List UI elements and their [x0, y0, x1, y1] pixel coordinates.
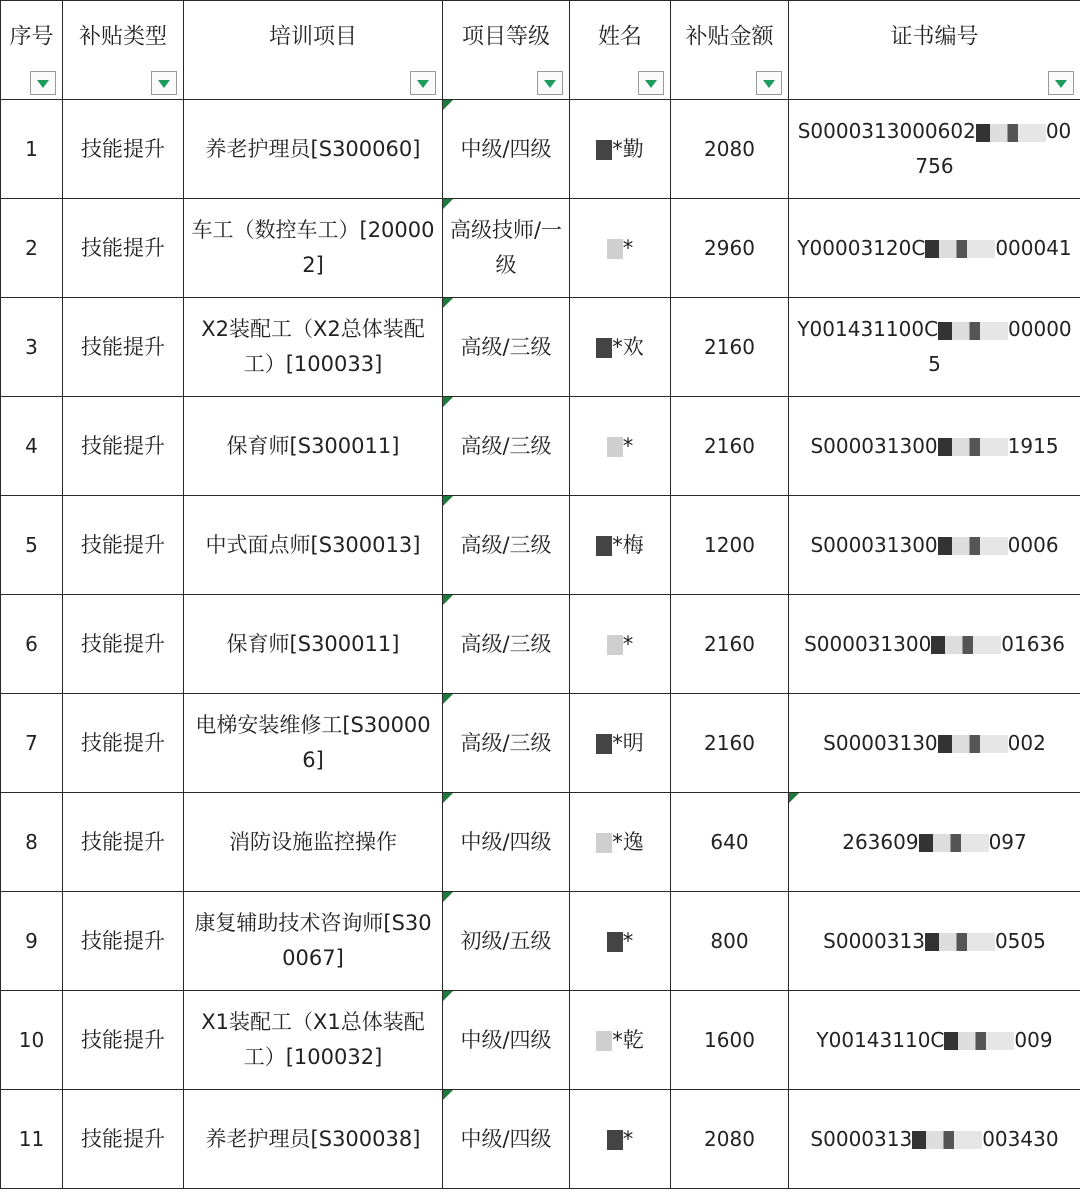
cert-suffix: 0006 [1007, 532, 1059, 557]
cell-level[interactable] [443, 298, 570, 397]
cell-amount[interactable] [671, 595, 789, 694]
cert-suffix: 002 [1007, 730, 1046, 755]
cell-project-text: 养老护理员[S300060] [205, 136, 421, 161]
cert-prefix: S000031300 [810, 532, 938, 557]
cert-prefix: 263609 [842, 829, 919, 854]
redaction-mask [596, 833, 612, 853]
cell-seq-text: 9 [25, 928, 38, 953]
cert-suffix: 003430 [982, 1126, 1059, 1151]
cell-type[interactable] [63, 397, 184, 496]
header-type [63, 1, 184, 100]
cell-project[interactable] [184, 1090, 443, 1189]
header-label: 序号 [9, 24, 54, 50]
cell-cert[interactable] [789, 1090, 1080, 1189]
cell-level-text: 中级/四级 [460, 1126, 552, 1151]
redaction-mask [976, 124, 1046, 142]
cell-seq[interactable] [1, 298, 63, 397]
cert-suffix: 01636 [1001, 631, 1065, 656]
cert-prefix: Y001431100C [797, 317, 939, 341]
cell-name[interactable] [570, 199, 671, 298]
cell-type-text: 技能提升 [81, 730, 165, 755]
cell-amount[interactable] [671, 496, 789, 595]
name-text: *逸 [612, 829, 644, 854]
cell-name[interactable] [570, 1090, 671, 1189]
name-text: * [622, 928, 634, 953]
redaction-mask [607, 1130, 623, 1150]
filter-dropdown-icon[interactable] [638, 71, 664, 95]
cell-type[interactable] [63, 793, 184, 892]
header-name [570, 1, 671, 100]
cell-project[interactable] [184, 694, 443, 793]
cell-name[interactable] [570, 694, 671, 793]
redaction-mask [931, 636, 1001, 654]
cell-amount[interactable] [671, 199, 789, 298]
header-label: 证书编号 [890, 24, 979, 50]
cell-project[interactable] [184, 793, 443, 892]
cell-seq-text: 10 [18, 1027, 45, 1052]
cell-name[interactable] [570, 991, 671, 1090]
cell-project-text: 中式面点师[S300013] [205, 532, 421, 557]
header-seq [1, 1, 63, 100]
cell-amount-text: 2160 [704, 730, 755, 755]
table-row [1, 694, 1080, 793]
cell-amount-text: 1600 [704, 1027, 755, 1052]
cell-name[interactable] [570, 892, 671, 991]
cell-seq[interactable] [1, 892, 63, 991]
name-text: *梅 [612, 532, 644, 557]
cert-suffix: 0505 [994, 928, 1046, 953]
cell-name[interactable] [570, 793, 671, 892]
cell-name[interactable] [570, 397, 671, 496]
cell-cert[interactable] [789, 694, 1080, 793]
redaction-mask [607, 239, 623, 259]
cell-cert[interactable] [789, 397, 1080, 496]
cell-type-text: 技能提升 [81, 136, 165, 161]
cert-suffix: 009 [1014, 1027, 1053, 1052]
cell-level-text: 高级/三级 [460, 334, 552, 359]
cell-cert[interactable] [789, 100, 1080, 199]
name-text: * [622, 433, 634, 458]
table-row [1, 991, 1080, 1090]
cell-seq[interactable] [1, 694, 63, 793]
header-label: 培训项目 [268, 24, 357, 50]
cell-seq[interactable] [1, 991, 63, 1090]
cell-type[interactable] [63, 1090, 184, 1189]
cell-type-text: 技能提升 [81, 532, 165, 557]
cert-prefix: S0000313000602 [797, 119, 976, 143]
cell-seq-text: 2 [25, 235, 38, 260]
cert-prefix: S00003130 [823, 730, 938, 755]
table-row [1, 595, 1080, 694]
table-row [1, 1090, 1080, 1189]
cell-cert[interactable] [789, 199, 1080, 298]
cell-amount-text: 2080 [704, 136, 755, 161]
cell-type-text: 技能提升 [81, 235, 165, 260]
cert-prefix: S000031300 [810, 433, 938, 458]
cell-seq-text: 5 [25, 532, 38, 557]
cell-level-text: 高级/三级 [460, 433, 552, 458]
cell-amount[interactable] [671, 1090, 789, 1189]
table-row [1, 496, 1080, 595]
cell-amount-text: 800 [710, 928, 749, 953]
cell-seq[interactable] [1, 1090, 63, 1189]
cell-seq[interactable] [1, 595, 63, 694]
cell-type-text: 技能提升 [81, 631, 165, 656]
cell-type[interactable] [63, 595, 184, 694]
table-row [1, 298, 1080, 397]
cell-amount[interactable] [671, 298, 789, 397]
cell-amount-text: 640 [710, 829, 749, 854]
cell-type-text: 技能提升 [81, 829, 165, 854]
header-row [1, 1, 1080, 100]
redaction-mask [925, 240, 995, 258]
cell-name[interactable] [570, 100, 671, 199]
cell-project[interactable] [184, 991, 443, 1090]
table-row [1, 892, 1080, 991]
redaction-mask [596, 734, 612, 754]
filter-dropdown-icon[interactable] [756, 71, 782, 95]
cell-amount-text: 2080 [704, 1126, 755, 1151]
cell-seq[interactable] [1, 793, 63, 892]
cell-level[interactable] [443, 397, 570, 496]
cell-project-text: 康复辅助技术咨询师[S300067] [194, 911, 432, 970]
cell-amount-text: 1200 [704, 532, 755, 557]
cell-type[interactable] [63, 298, 184, 397]
cell-type[interactable] [63, 991, 184, 1090]
redaction-mask [596, 536, 612, 556]
cell-level-text: 中级/四级 [460, 829, 552, 854]
cell-level[interactable] [443, 496, 570, 595]
cell-amount[interactable] [671, 991, 789, 1090]
cell-type[interactable] [63, 694, 184, 793]
cell-level[interactable] [443, 892, 570, 991]
cell-seq-text: 6 [25, 631, 38, 656]
header-cert [789, 1, 1080, 100]
cell-seq[interactable] [1, 199, 63, 298]
redaction-mask [925, 933, 995, 951]
cell-amount-text: 2160 [704, 334, 755, 359]
cell-name[interactable] [570, 298, 671, 397]
filter-dropdown-icon[interactable] [410, 71, 436, 95]
cell-level-text: 高级/三级 [460, 631, 552, 656]
cell-amount[interactable] [671, 694, 789, 793]
redaction-mask [912, 1131, 982, 1149]
cell-level-text: 高级/三级 [460, 532, 552, 557]
cell-type-text: 技能提升 [81, 1027, 165, 1052]
cell-level-text: 中级/四级 [460, 1027, 552, 1052]
redaction-mask [919, 834, 989, 852]
cert-suffix: 000005 [928, 317, 1072, 376]
cell-amount[interactable] [671, 397, 789, 496]
redaction-mask [938, 438, 1008, 456]
name-text: *乾 [612, 1027, 644, 1052]
header-label: 补贴金额 [685, 24, 774, 50]
cell-seq-text: 4 [25, 433, 38, 458]
cell-amount-text: 2160 [704, 631, 755, 656]
cell-type[interactable] [63, 892, 184, 991]
name-text: * [622, 631, 634, 656]
cert-prefix: Y00143110C [816, 1027, 945, 1052]
name-text: *明 [612, 730, 644, 755]
cell-amount[interactable] [671, 793, 789, 892]
cell-cert[interactable] [789, 793, 1080, 892]
cell-project-text: X2装配工（X2总体装配工）[100033] [201, 317, 425, 376]
cell-level[interactable] [443, 694, 570, 793]
cert-suffix: 00756 [915, 119, 1072, 178]
cert-suffix: 1915 [1007, 433, 1059, 458]
cell-project[interactable] [184, 199, 443, 298]
redaction-mask [596, 338, 612, 358]
cell-name[interactable] [570, 595, 671, 694]
cell-name[interactable] [570, 496, 671, 595]
header-amount [671, 1, 789, 100]
redaction-mask [938, 322, 1008, 340]
cell-amount-text: 2960 [704, 235, 755, 260]
cell-project-text: 保育师[S300011] [226, 433, 400, 458]
cell-project[interactable] [184, 100, 443, 199]
cell-type[interactable] [63, 496, 184, 595]
cell-amount[interactable] [671, 892, 789, 991]
table-row [1, 793, 1080, 892]
cell-type[interactable] [63, 100, 184, 199]
cell-project[interactable] [184, 595, 443, 694]
cell-seq[interactable] [1, 397, 63, 496]
cert-suffix: 000041 [995, 235, 1072, 260]
cell-type[interactable] [63, 199, 184, 298]
cell-level-text: 高级技师/一级 [449, 218, 563, 277]
cell-type-text: 技能提升 [81, 433, 165, 458]
cell-project[interactable] [184, 397, 443, 496]
cell-level[interactable] [443, 100, 570, 199]
cell-type-text: 技能提升 [81, 334, 165, 359]
table-row [1, 100, 1080, 199]
cell-cert[interactable] [789, 496, 1080, 595]
table-row [1, 199, 1080, 298]
cell-level-text: 初级/五级 [460, 928, 552, 953]
cell-seq[interactable] [1, 100, 63, 199]
filter-dropdown-icon[interactable] [537, 71, 563, 95]
cell-project-text: 消防设施监控操作 [229, 829, 397, 854]
cell-seq-text: 3 [25, 334, 38, 359]
cell-cert[interactable] [789, 298, 1080, 397]
cell-project-text: 保育师[S300011] [226, 631, 400, 656]
cell-cert[interactable] [789, 991, 1080, 1090]
name-text: * [622, 1126, 634, 1151]
name-text: *欢 [612, 334, 644, 359]
cert-prefix: Y00003120C [797, 235, 926, 260]
redaction-mask [938, 537, 1008, 555]
cell-project[interactable] [184, 496, 443, 595]
cert-prefix: S0000313 [823, 928, 925, 953]
cell-type-text: 技能提升 [81, 928, 165, 953]
redaction-mask [596, 1031, 612, 1051]
header-level [443, 1, 570, 100]
header-label: 姓名 [597, 24, 642, 50]
redaction-mask [607, 635, 623, 655]
cell-seq[interactable] [1, 496, 63, 595]
cell-seq-text: 7 [25, 730, 38, 755]
cell-project-text: X1装配工（X1总体装配工）[100032] [201, 1010, 425, 1069]
cell-level-text: 中级/四级 [460, 136, 552, 161]
name-text: * [622, 235, 634, 260]
cell-project[interactable] [184, 892, 443, 991]
cell-cert[interactable] [789, 595, 1080, 694]
cell-level[interactable] [443, 1090, 570, 1189]
cell-project-text: 电梯安装维修工[S300006] [195, 713, 431, 772]
cell-level[interactable] [443, 991, 570, 1090]
header-label: 项目等级 [461, 24, 550, 50]
redaction-mask [607, 932, 623, 952]
cert-suffix: 097 [988, 829, 1027, 854]
table-row [1, 397, 1080, 496]
cell-amount[interactable] [671, 100, 789, 199]
filter-dropdown-icon[interactable] [151, 71, 177, 95]
cell-level[interactable] [443, 793, 570, 892]
cell-level[interactable] [443, 199, 570, 298]
redaction-mask [596, 140, 612, 160]
cell-seq-text: 1 [25, 136, 38, 161]
header-project [184, 1, 443, 100]
cell-amount-text: 2160 [704, 433, 755, 458]
cell-project-text: 车工（数控车工）[200002] [191, 218, 435, 277]
redaction-mask [944, 1032, 1014, 1050]
cell-level[interactable] [443, 595, 570, 694]
name-text: *勤 [612, 136, 644, 161]
filter-dropdown-icon[interactable] [30, 71, 56, 95]
cert-prefix: S0000313 [810, 1126, 913, 1151]
cell-type-text: 技能提升 [81, 1126, 165, 1151]
cell-seq-text: 8 [25, 829, 38, 854]
cell-level-text: 高级/三级 [460, 730, 552, 755]
cell-project-text: 养老护理员[S300038] [205, 1126, 421, 1151]
cell-cert[interactable] [789, 892, 1080, 991]
filter-dropdown-icon[interactable] [1048, 71, 1074, 95]
header-label: 补贴类型 [78, 24, 167, 50]
redaction-mask [607, 437, 623, 457]
redaction-mask [938, 735, 1008, 753]
cell-seq-text: 11 [18, 1126, 45, 1151]
cell-project[interactable] [184, 298, 443, 397]
cert-prefix: S000031300 [804, 631, 932, 656]
